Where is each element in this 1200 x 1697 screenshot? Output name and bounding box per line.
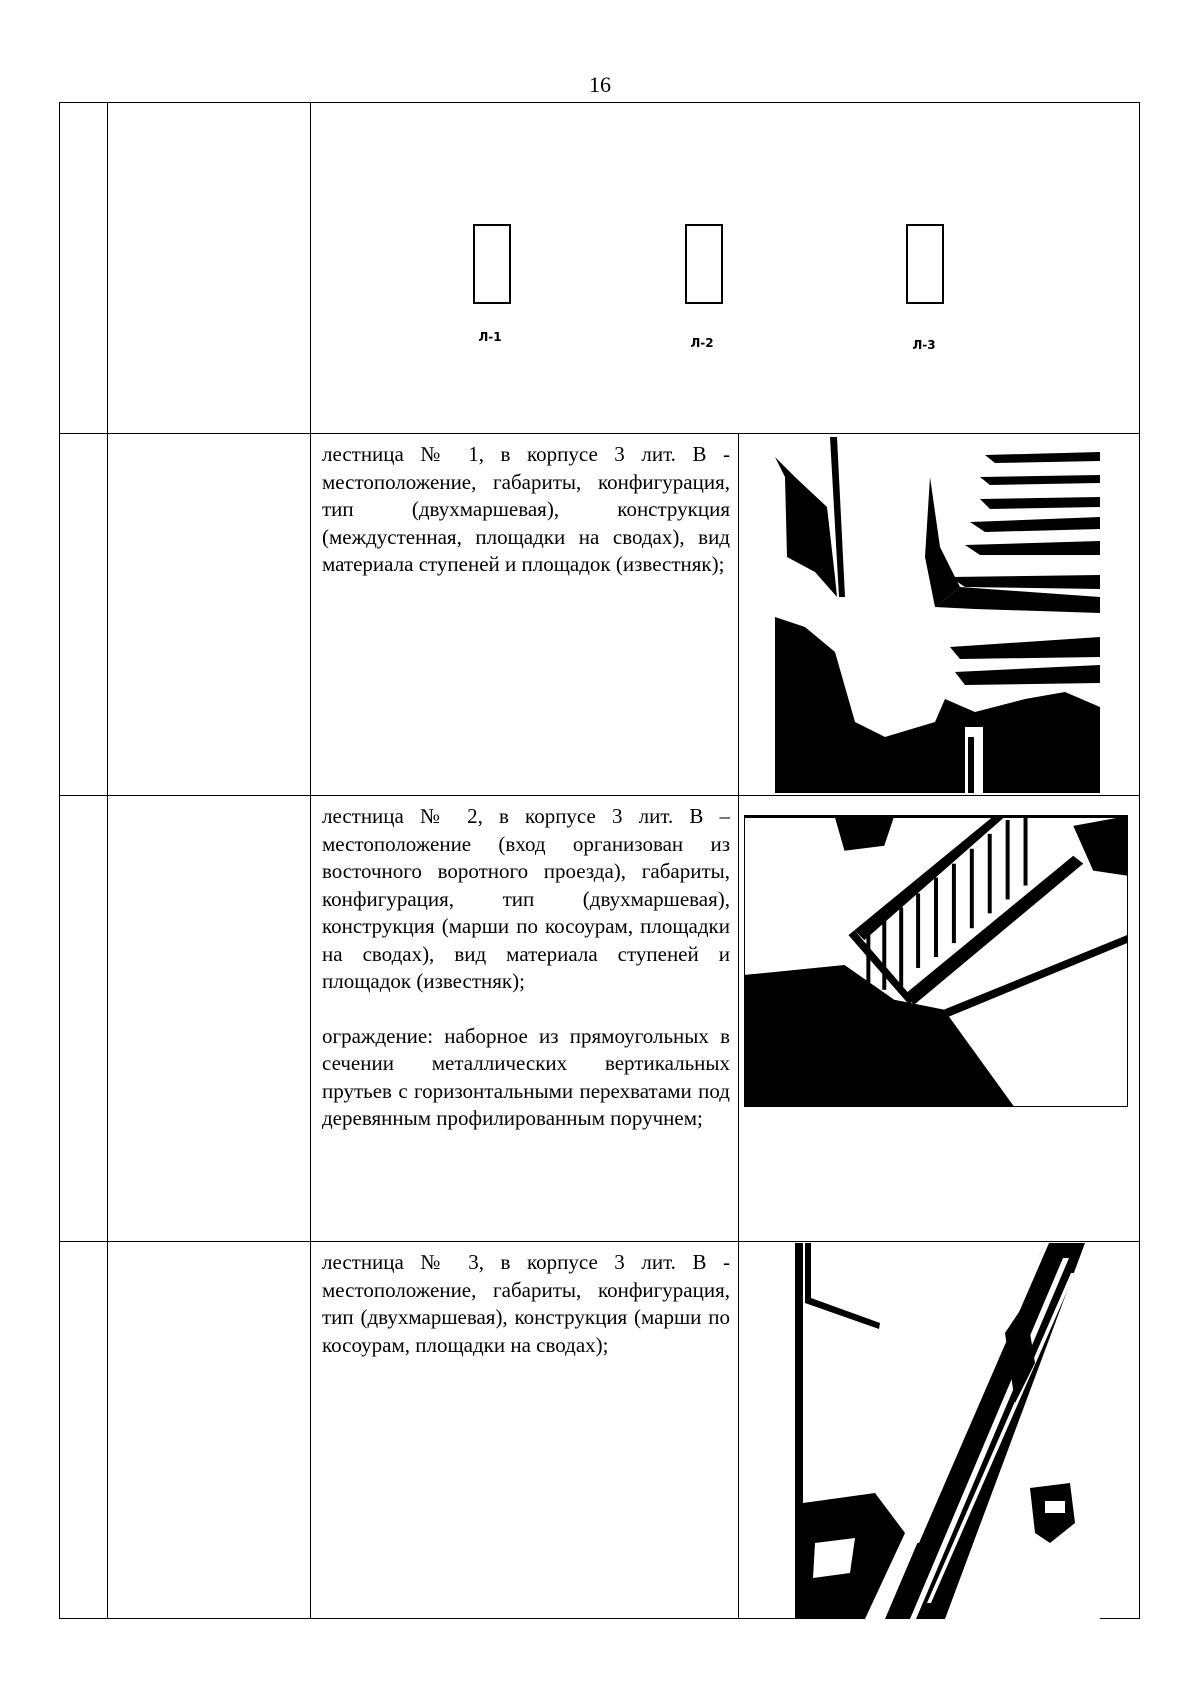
row-divider-2 — [60, 795, 1139, 796]
staircase-symbol-3 — [906, 224, 944, 304]
row-divider-1 — [60, 433, 1139, 434]
staircase-symbol-2 — [685, 224, 723, 304]
staircase-label-3: Л-3 — [912, 338, 936, 352]
column-divider-1 — [107, 103, 108, 1618]
staircase-1-description — [322, 441, 730, 579]
staircase-3-photo — [795, 1243, 1100, 1619]
heritage-table — [59, 102, 1140, 1619]
staircase-symbol-1 — [473, 224, 511, 304]
staircase-2-description — [322, 803, 730, 1133]
staircase-2-text: лестница № 2, в корпусе 3 лит. В – местоположение (вход организован из восточного воротного проезда), габариты, конфигурация, тип (двухмаршевая), конструкция (марши по косоурам, площадки на сводах), вид материала ступеней и площадок (известняк); — [322, 804, 730, 993]
column-divider-2 — [310, 103, 311, 1618]
staircase-1-photo — [775, 437, 1100, 793]
page-number: 16 — [589, 72, 611, 97]
staircase-3-text: лестница № 3, в корпусе 3 лит. В - местоположение, габариты, конфигурация, тип (двухмаршевая), конструкция (марши по косоурам, площадки на сводах); — [322, 1250, 730, 1357]
column-divider-3 — [738, 433, 739, 1619]
staircase-label-1: Л-1 — [478, 330, 502, 344]
railing-text: ограждение: наборное из прямоугольных в сечении металлических вертикальных прутьев с горизонтальными перехватами под деревянным профилированным поручнем; — [322, 1023, 730, 1130]
staircase-3-description — [322, 1249, 730, 1359]
staircase-label-2: Л-2 — [690, 336, 714, 350]
row-divider-3 — [60, 1241, 1139, 1242]
staircase-2-photo — [744, 815, 1128, 1107]
staircase-1-text: лестница № 1, в корпусе 3 лит. В - местоположение, габариты, конфигурация, тип (двухмаршевая), конструкция (междустенная, площадки на сводах), вид материала ступеней и площадок (известняк); — [322, 442, 730, 576]
